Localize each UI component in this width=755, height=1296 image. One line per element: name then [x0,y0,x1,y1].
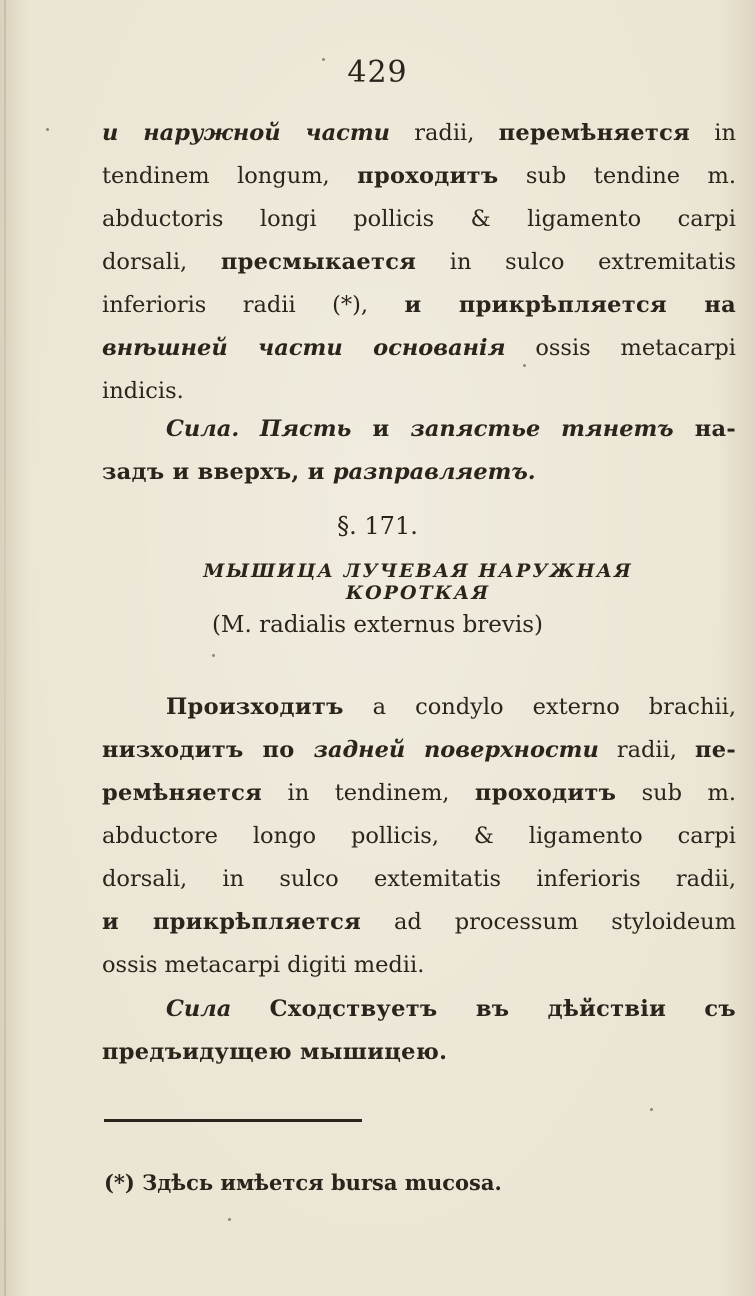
paragraph-action [102,408,736,494]
text-run: низходитъ [102,737,244,763]
text-line [102,155,736,198]
text-line [102,112,736,155]
text-run: предъидущею мышицею. [102,1039,448,1065]
text-run: dorsali, in sulco extemitatis inferioris radii, [102,866,736,892]
text-line [102,408,736,451]
text-run: Сходствуетъ въ дѣйствіи съ [231,996,736,1022]
text-line [102,1031,736,1074]
text-run: in sulco extremitatis [416,249,736,275]
text-run: abductoris longi pollicis & ligamento carpi [102,206,736,232]
text-run: a condylo externo brachii, [343,694,736,720]
paper-speck [523,364,526,367]
text-line [102,815,736,858]
text-line [102,901,736,944]
paper-speck [228,1218,231,1221]
footnote: (*) Здѣсь имѣется bursa mucosa. [104,1170,502,1195]
italic-run: Сила. Пясть [166,416,352,442]
italic-run: внѣшней части основанія [102,335,506,361]
text-run: dorsali, [102,249,221,275]
text-run: in [690,120,736,146]
page-number: 429 [347,55,408,90]
text-run: indicis. [102,378,184,404]
text-run: по [243,737,314,763]
text-line [102,729,736,772]
text-run: tendinem longum, [102,163,358,189]
text-run: ремѣняется [102,780,263,806]
text-line [102,241,736,284]
text-run: ossis metacarpi [505,335,736,361]
italic-run: задней поверхности [313,737,599,763]
text-run: in tendinem, [262,780,475,806]
paper-speck [46,128,49,131]
paragraph-continued [102,112,736,413]
text-run: на- [673,416,736,442]
text-run: Произходитъ [166,694,344,720]
paper-speck [322,58,325,61]
text-line [102,451,736,494]
italic-run: Сила [166,996,232,1022]
italic-run: разправляетъ. [332,459,536,485]
italic-run: запястье тянетъ [410,416,674,442]
latin-name: (M. radialis externus brevis) [211,612,544,638]
footnote-separator [104,1119,362,1122]
paper-speck [212,654,215,657]
page-gutter [4,0,6,1296]
paper-speck [650,1108,653,1111]
section-number: §. 171. [337,512,418,540]
text-run: radii, [598,737,695,763]
text-line [102,327,736,370]
text-run: пресмыкается [220,249,417,275]
paragraph-description [102,686,736,987]
text-line [102,772,736,815]
text-line [102,198,736,241]
text-run: пе- [694,737,736,763]
text-run: перемѣняется [498,120,691,146]
paragraph-action-2 [102,988,736,1074]
text-run: и прикрѣпляется на [404,292,736,318]
text-line [102,370,736,413]
text-run: ad processum styloideum [361,909,736,935]
text-run: sub m. [616,780,736,806]
text-run: задъ и вверхъ, и [102,459,333,485]
text-run: radii, [390,120,499,146]
section-title: МЫШИЦА ЛУЧЕВАЯ НАРУЖНАЯ КОРОТКАЯ [203,560,633,604]
text-line [102,284,736,327]
text-line [102,858,736,901]
text-line [102,988,736,1031]
text-line [102,944,736,987]
text-run: проходитъ [357,163,499,189]
text-line [102,686,736,729]
text-run: и [351,416,411,442]
italic-run: и наружной части [102,120,391,146]
text-run: ossis metacarpi digiti medii. [102,952,425,978]
text-run: inferioris radii (*), [102,292,405,318]
text-run: и прикрѣпляется [102,909,362,935]
text-run: проходитъ [474,780,617,806]
text-run: abductore longo pollicis, & ligamento carpi [102,823,736,849]
text-run: sub tendine m. [498,163,737,189]
